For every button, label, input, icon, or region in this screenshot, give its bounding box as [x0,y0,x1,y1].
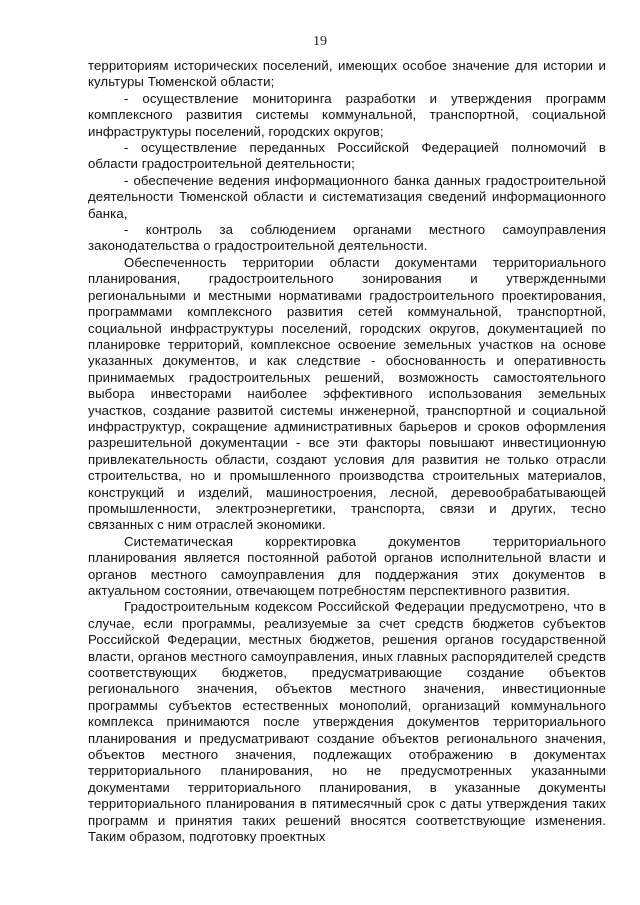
list-item-monitoring: - осуществление мониторинга разработки и утверждения программ комплексного развития системы коммунальной, транспортной, социальной инфраструктуры поселений, городских округов; [88,90,606,139]
page-number: 19 [313,34,327,49]
document-body [88,58,606,846]
list-item-information-bank: - обеспечение ведения информационного банка данных градостроительной деятельности Тюменской области и систематизация сведений информационного банка, [88,172,606,221]
paragraph-provision: Обеспеченность территории области документами территориального планирования, градостроительного зонирования и утвержденными региональными и местными нормативами градостроительного проектирования, программами комплексного развития сетей коммунальной, транспортной, социальной инфраструктуры поселений, городских округов, документацией по планировке территорий, комплексное освоение земельных участков на основе указанных документов, и как следствие - обоснованность и оперативность принимаемых градостроительных решений, возможность самостоятельного выбора инвесторами наиболее эффективного использования земельных участков, создание развитой системы инженерной, транспортной и социальной инфраструктур, сокращение административных барьеров и сроков оформления разрешительной документации - все эти факторы повышают инвестиционную привлекательность области, создают условия для развития не только отрасли строительства, но и промышленного производства строительных материалов, конструкций и изделий, машиностроения, лесной, деревообрабатывающей промышленности, электроэнергетики, транспорта, связи и других, тесно связанных с ним отраслей экономики. [88,254,606,533]
list-item-control: - контроль за соблюдением органами местного самоуправления законодательства о градостроительной деятельности. [88,222,606,254]
paragraph-continuation: территориям исторических поселений, имеющих особое значение для истории и культуры Тюменской области; [88,58,606,90]
paragraph-correction: Систематическая корректировка документов территориального планирования является постоянной работой органов исполнительной власти и органов местного самоуправления для поддержания этих документов в актуальном состоянии, отвечающем потребностям перспективного развития. [88,533,606,598]
list-item-delegated-powers: - осуществление переданных Российской Федерацией полномочий в области градостроительной деятельности; [88,140,606,172]
paragraph-urban-code: Градостроительным кодексом Российской Федерации предусмотрено, что в случае, если программы, реализуемые за счет средств бюджетов субъектов Российской Федерации, местных бюджетов, решения органов государственной власти, органов местного самоуправления, иных главных распорядителей средств соответствующих бюджетов, предусматривающие создание объектов регионального значения, объектов местного значения, инвестиционные программы субъектов естественных монополий, организаций коммунального комплекса принимаются после утверждения документов территориального планирования и предусматривают создание объектов регионального значения, объектов местного значения, подлежащих отображению в документах территориального планирования, но не предусмотренных указанными документами территориального планирования, в указанные документы территориального планирования в пятимесячный срок с даты утверждения таких программ и принятия таких решений вносятся соответствующие изменения. Таким образом, подготовку проектных [88,599,606,845]
